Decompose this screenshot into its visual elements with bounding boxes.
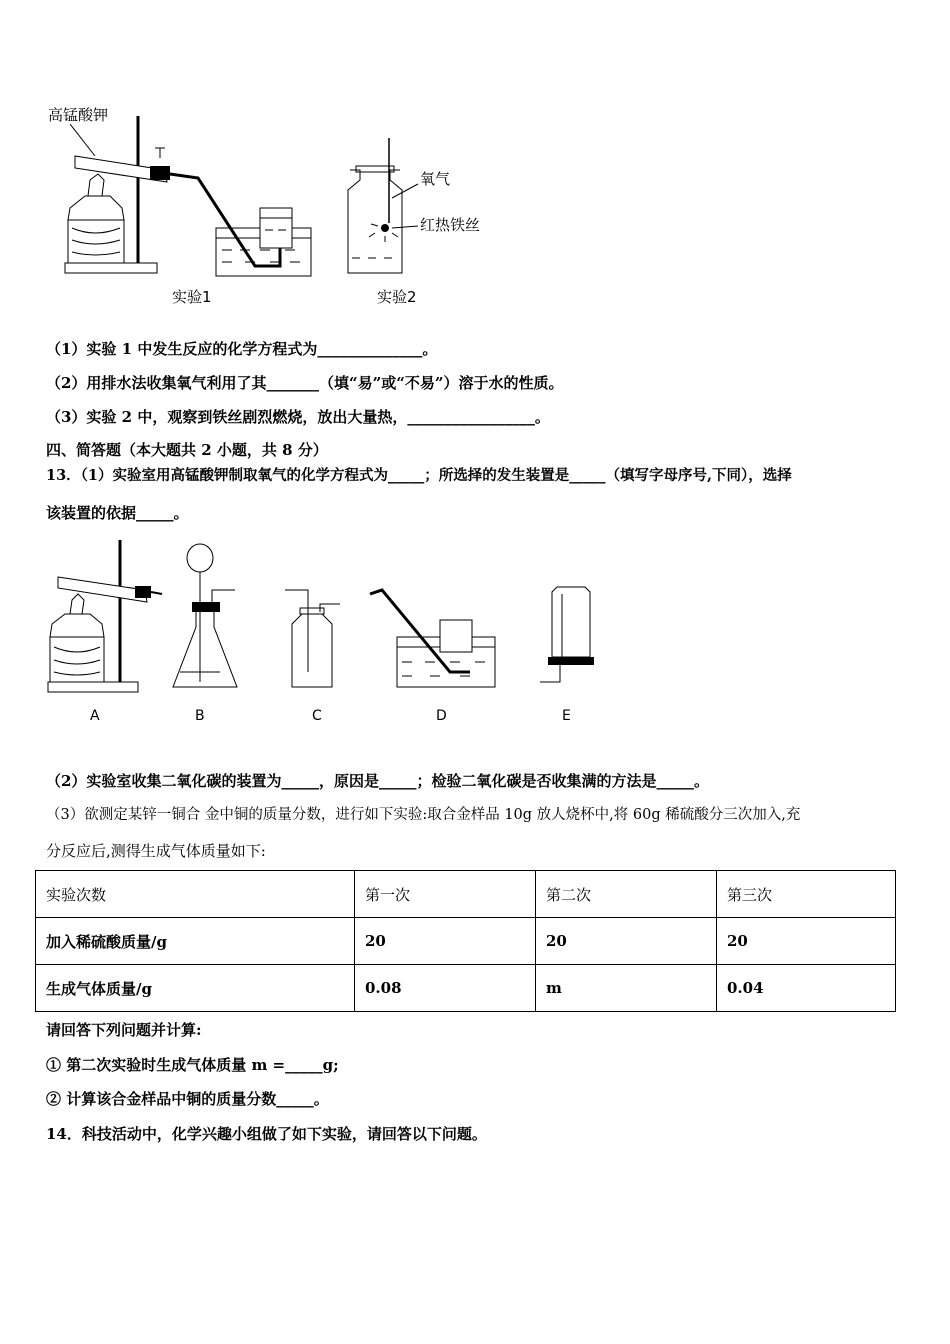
question-1-1: （1）实验 1 中发生反应的化学方程式为______________。 <box>46 340 438 358</box>
table-cell: 生成气体质量/g <box>36 965 355 1012</box>
table-cell: 0.04 <box>717 965 896 1012</box>
apparatus-b <box>173 544 237 687</box>
results-table <box>35 870 896 1012</box>
apparatus-d <box>370 590 495 687</box>
question-14: 14．科技活动中，化学兴趣小组做了如下实验，请回答以下问题。 <box>46 1125 487 1143</box>
question-1-3: （3）实验 2 中，观察到铁丝剧烈燃烧，放出大量热，_________________。 <box>46 408 550 426</box>
question-13-3-line1: （3）欲测定某锌一铜合 金中铜的质量分数，进行如下实验:取合金样品 10g 放人烧杯中,将 60g 稀硫酸分三次加入,充 <box>46 807 801 823</box>
apparatus-label-a: A <box>90 708 100 724</box>
table-row <box>36 965 896 1012</box>
label-oxygen: 氧气 <box>420 170 451 188</box>
label-red-hot-iron: 红热铁丝 <box>420 216 481 234</box>
apparatus-figure <box>40 532 640 732</box>
sub-question-2: ② 计算该合金样品中铜的质量分数_____。 <box>46 1090 329 1108</box>
caption-exp1: 实验1 <box>172 288 212 306</box>
table-header-cell: 实验次数 <box>36 871 355 918</box>
apparatus-a <box>48 540 162 692</box>
apparatus-label-b: B <box>195 708 205 724</box>
experiment-figure <box>40 98 510 313</box>
section-heading: 四、简答题（本大题共 2 小题，共 8 分） <box>46 441 328 459</box>
sub-question-1: ① 第二次实验时生成气体质量 m =_____g; <box>46 1056 339 1074</box>
table-row <box>36 918 896 965</box>
apparatus-label-e: E <box>562 708 571 724</box>
question-13-line2: 该装置的依据_____。 <box>46 504 189 522</box>
table-cell: m <box>536 965 717 1012</box>
table-cell: 加入稀硫酸质量/g <box>36 918 355 965</box>
question-13-3-line2: 分反应后,测得生成气体质量如下: <box>46 842 266 860</box>
label-kmno4: 高锰酸钾 <box>48 106 109 124</box>
apparatus-e <box>540 587 594 682</box>
question-13-line1: 13．（1）实验室用高锰酸钾制取氧气的化学方程式为_____；所选择的发生装置是_____（填写字母序号,下同），选择 <box>46 467 792 484</box>
question-1-2: （2）用排水法收集氧气利用了其_______（填“易”或“不易”）溶于水的性质。 <box>46 374 564 392</box>
apparatus-label-c: C <box>312 708 322 724</box>
caption-exp2: 实验2 <box>377 288 417 306</box>
table-cell: 0.08 <box>355 965 536 1012</box>
table-cell: 20 <box>717 918 896 965</box>
apparatus-label-d: D <box>436 708 447 724</box>
table-cell: 20 <box>355 918 536 965</box>
table-cell: 20 <box>536 918 717 965</box>
table-header-cell: 第一次 <box>355 871 536 918</box>
answer-intro: 请回答下列问题并计算: <box>46 1021 202 1039</box>
question-13-2: （2）实验室收集二氧化碳的装置为_____，原因是_____；检验二氧化碳是否收集满的方法是_____。 <box>46 772 709 790</box>
table-header-cell: 第二次 <box>536 871 717 918</box>
table-row <box>36 871 896 918</box>
apparatus-c <box>285 590 340 687</box>
table-header-cell: 第三次 <box>717 871 896 918</box>
